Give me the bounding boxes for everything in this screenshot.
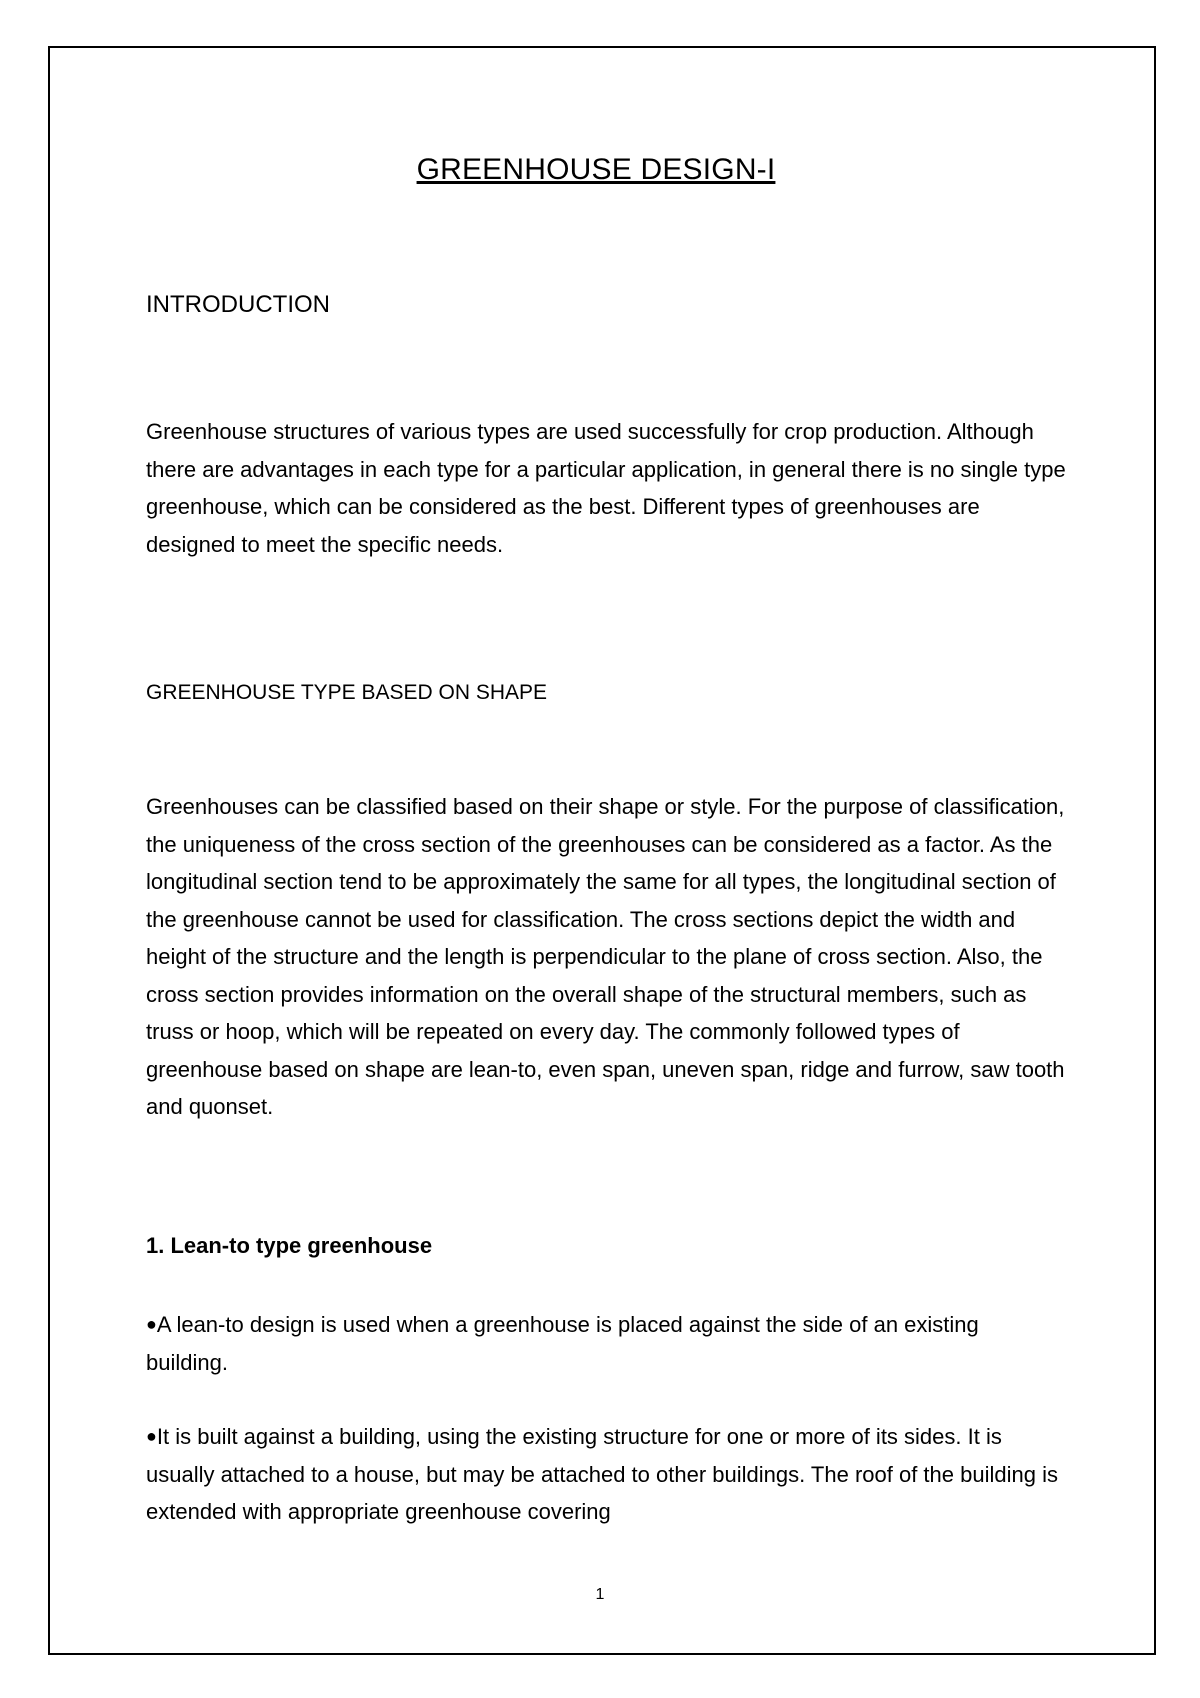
introduction-paragraph: Greenhouse structures of various types are used successfully for crop production. Although there are advantages in each type for a particular application, in general there is no single type greenhouse, which can be considered as the best. Different types of greenhouses are designed to meet the specific needs. xyxy=(146,419,1066,557)
bullet-icon: ● xyxy=(146,1426,157,1446)
document-title: GREENHOUSE DESIGN-I xyxy=(416,153,776,186)
bullet-icon: ● xyxy=(146,1314,157,1334)
shape-type-paragraph: Greenhouses can be classified based on their shape or style. For the purpose of classification, the uniqueness of the cross section of the greenhouses can be considered as a factor. As the longitudinal section tend to be approximately the same for all types, the longitudinal section of the greenhouse cannot be used for classification. The cross sections depict the width and height of the structure and the length is perpendicular to the plane of cross section. Also, the cross section provides information on the overall shape of the structural members, such as truss or hoop, which will be repeated on every day. The commonly followed types of greenhouse based on shape are lean-to, even span, uneven span, ridge and furrow, saw tooth and quonset. xyxy=(146,794,1065,1119)
page-number: 1 xyxy=(595,1586,605,1603)
lean-to-bullet-2-text: It is built against a building, using the existing structure for one or more of its sides. It is usually attached to a house, but may be attached to other buildings. The roof of the building is extended with appropriate greenhouse covering xyxy=(146,1424,1058,1524)
lean-to-heading: 1. Lean-to type greenhouse xyxy=(146,1233,433,1258)
lean-to-bullet-1-text: A lean-to design is used when a greenhouse is placed against the side of an existing building. xyxy=(146,1312,979,1375)
lean-to-bullet-1 xyxy=(146,1306,1066,1381)
introduction-heading: INTRODUCTION xyxy=(146,291,330,318)
shape-type-heading: GREENHOUSE TYPE BASED ON SHAPE xyxy=(146,681,548,704)
lean-to-bullet-2 xyxy=(146,1418,1066,1531)
